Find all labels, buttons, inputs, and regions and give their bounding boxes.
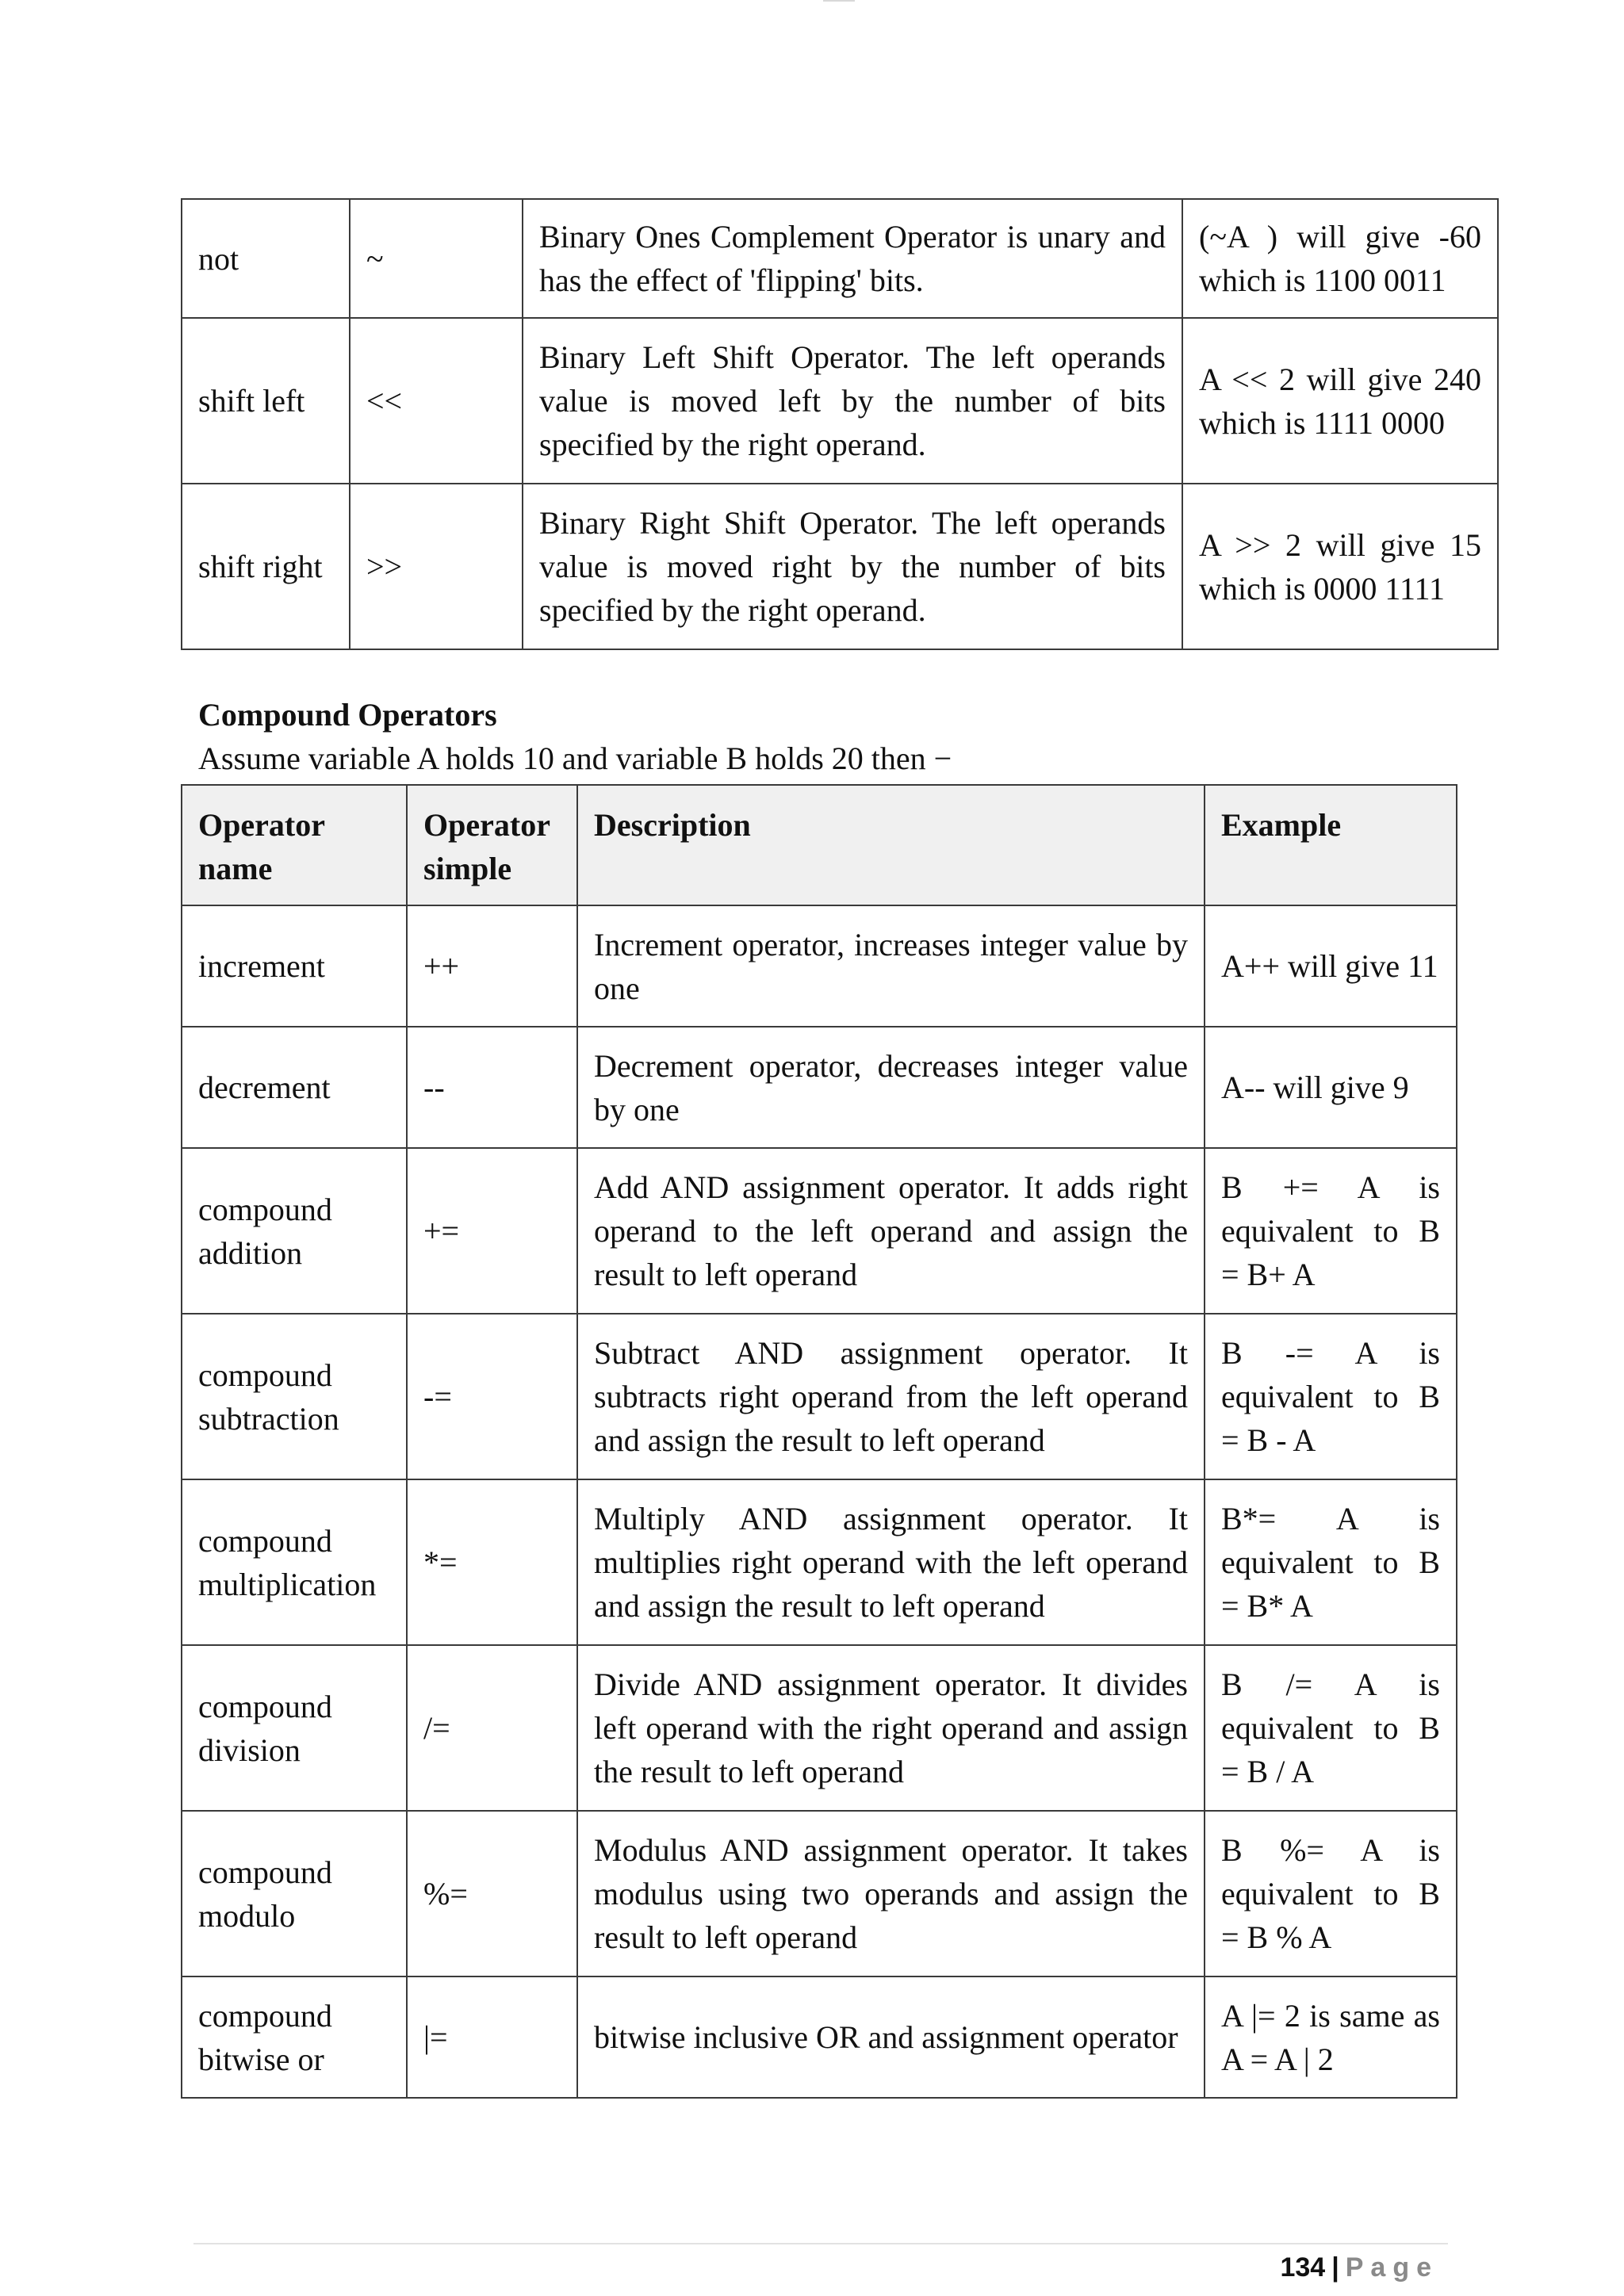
operator-symbol-cell: <<: [350, 318, 523, 484]
operator-name-cell: increment: [182, 905, 407, 1027]
table-row: [182, 1314, 1457, 1479]
description-cell: Binary Right Shift Operator. The left operands value is moved right by the number of bits specified by the right operand.: [523, 484, 1182, 649]
table-row: [182, 1148, 1457, 1314]
operator-name-cell: shift right: [182, 484, 350, 649]
column-header-example: Example: [1205, 785, 1457, 905]
operator-symbol-cell: |=: [407, 1976, 577, 2098]
example-cell: A >> 2 will give 15 which is 0000 1111: [1182, 484, 1498, 649]
example-cell: A << 2 will give 240 which is 1111 0000: [1182, 318, 1498, 484]
page-footer: [1280, 2250, 1438, 2285]
operator-name-cell: compound addition: [182, 1148, 407, 1314]
description-cell: Multiply AND assignment operator. It multiplies right operand with the left operand and assign the result to left operand: [577, 1479, 1205, 1645]
table-row: [182, 199, 1498, 318]
column-header-description: Description: [577, 785, 1205, 905]
table-row: [182, 1027, 1457, 1148]
footer-divider: [193, 2243, 1448, 2244]
description-cell: Decrement operator, decreases integer value by one: [577, 1027, 1205, 1148]
table-row: [182, 1976, 1457, 2098]
operator-name-cell: compound multiplication: [182, 1479, 407, 1645]
table-header-row: [182, 785, 1457, 905]
column-header-operator-simple: Operator simple: [407, 785, 577, 905]
operator-symbol-cell: --: [407, 1027, 577, 1148]
description-cell: Modulus AND assignment operator. It takes modulus using two operands and assign the result to left operand: [577, 1811, 1205, 1976]
operator-name-cell: compound division: [182, 1645, 407, 1811]
page-number: 134: [1280, 2252, 1326, 2283]
operator-symbol-cell: ++: [407, 905, 577, 1027]
operator-symbol-cell: >>: [350, 484, 523, 649]
description-cell: bitwise inclusive OR and assignment operator: [577, 1976, 1205, 2098]
description-cell: Binary Left Shift Operator. The left operands value is moved left by the number of bits specified by the right operand.: [523, 318, 1182, 484]
operator-name-cell: compound modulo: [182, 1811, 407, 1976]
table-row: [182, 318, 1498, 484]
operator-name-cell: compound subtraction: [182, 1314, 407, 1479]
operator-symbol-cell: %=: [407, 1811, 577, 1976]
example-cell: B -= A is equivalent to B = B - A: [1205, 1314, 1457, 1479]
example-cell: (~A ) will give -60 which is 1100 0011: [1182, 199, 1498, 318]
operator-symbol-cell: -=: [407, 1314, 577, 1479]
table-row: [182, 1479, 1457, 1645]
table-row: [182, 484, 1498, 649]
column-header-operator-name: Operator name: [182, 785, 407, 905]
table-row: [182, 1811, 1457, 1976]
table-row: [182, 905, 1457, 1027]
page-label: Page: [1345, 2252, 1438, 2283]
description-cell: Add AND assignment operator. It adds right operand to the left operand and assign the result to left operand: [577, 1148, 1205, 1314]
operator-name-cell: compound bitwise or: [182, 1976, 407, 2098]
description-cell: Binary Ones Complement Operator is unary and has the effect of 'flipping' bits.: [523, 199, 1182, 318]
example-cell: A-- will give 9: [1205, 1027, 1457, 1148]
footer-separator: |: [1331, 2252, 1339, 2283]
operator-name-cell: shift left: [182, 318, 350, 484]
compound-operators-table: [181, 784, 1457, 2099]
description-cell: Increment operator, increases integer value by one: [577, 905, 1205, 1027]
bitwise-operators-table: [181, 198, 1499, 650]
operator-symbol-cell: ~: [350, 199, 523, 318]
table-row: [182, 1645, 1457, 1811]
operator-name-cell: not: [182, 199, 350, 318]
example-cell: A |= 2 is same as A = A | 2: [1205, 1976, 1457, 2098]
section-intro: Assume variable A holds 10 and variable B holds 20 then −: [198, 740, 952, 776]
operator-symbol-cell: /=: [407, 1645, 577, 1811]
section-title: Compound Operators: [198, 697, 497, 733]
example-cell: B %= A is equivalent to B = B % A: [1205, 1811, 1457, 1976]
operator-name-cell: decrement: [182, 1027, 407, 1148]
example-cell: B*= A is equivalent to B = B* A: [1205, 1479, 1457, 1645]
example-cell: B += A is equivalent to B = B+ A: [1205, 1148, 1457, 1314]
description-cell: Subtract AND assignment operator. It subtracts right operand from the left operand and assign the result to left operand: [577, 1314, 1205, 1479]
operator-symbol-cell: *=: [407, 1479, 577, 1645]
example-cell: A++ will give 11: [1205, 905, 1457, 1027]
example-cell: B /= A is equivalent to B = B / A: [1205, 1645, 1457, 1811]
top-edge-mark: [823, 0, 855, 2]
operator-symbol-cell: +=: [407, 1148, 577, 1314]
description-cell: Divide AND assignment operator. It divides left operand with the right operand and assign the result to left operand: [577, 1645, 1205, 1811]
